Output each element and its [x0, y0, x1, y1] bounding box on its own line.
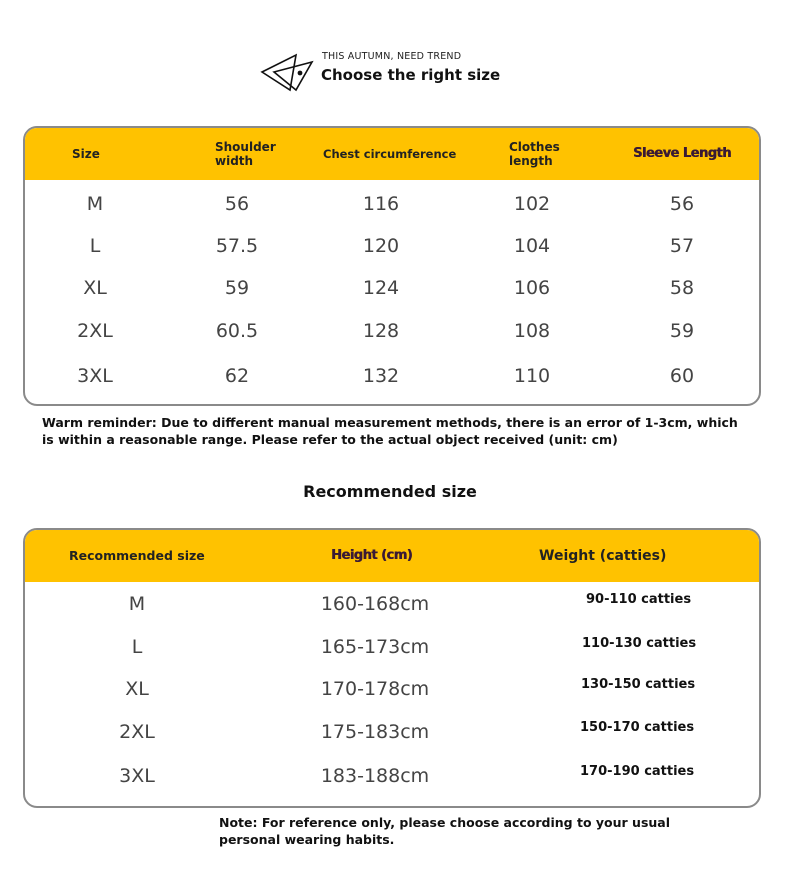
table-row — [25, 712, 759, 752]
warm-reminder-text: Warm reminder: Due to different manual measurement methods, there is an error of 1-3cm, which is within a reasonable range. Please refer to the actual object received (unit: cm) — [42, 415, 738, 447]
recommended-header-row — [25, 530, 759, 582]
table-cell: 170-178cm — [320, 678, 430, 700]
table-row — [25, 627, 759, 667]
table-cell: 165-173cm — [320, 636, 430, 658]
header-tagline: THIS AUTUMN, NEED TREND — [322, 51, 462, 62]
table-cell: 3XL — [77, 365, 113, 387]
table-cell: L — [89, 235, 101, 257]
table-cell: 150-170 catties — [580, 719, 695, 735]
table-row — [25, 226, 759, 266]
table-cell: 175-183cm — [320, 721, 430, 743]
col-chest-header: Chest circumference — [323, 147, 457, 161]
table-cell: 183-188cm — [320, 765, 430, 787]
col-recommended-size-header: Recommended size — [69, 548, 205, 563]
table-cell: 110-130 catties — [582, 635, 697, 651]
table-cell: 62 — [224, 365, 250, 387]
page-title: Choose the right size — [321, 66, 501, 84]
table-cell: 59 — [669, 320, 695, 342]
table-cell: 102 — [513, 193, 551, 215]
col-shoulder-header: Shoulder width — [215, 140, 276, 168]
table-cell: 106 — [513, 277, 551, 299]
table-cell: 2XL — [77, 320, 113, 342]
table-cell: 57 — [669, 235, 695, 257]
table-row — [25, 356, 759, 396]
paper-plane-icon — [260, 52, 318, 92]
col-sleeve-header: Sleeve Length — [633, 146, 731, 161]
table-cell: 120 — [362, 235, 400, 257]
reference-note-text: Note: For reference only, please choose according to your usual personal wearing habits. — [219, 815, 671, 847]
table-cell: L — [131, 636, 143, 658]
table-cell: 3XL — [119, 765, 155, 787]
table-row — [25, 311, 759, 351]
recommended-size-table — [23, 528, 761, 808]
table-cell: 90-110 catties — [586, 591, 692, 607]
table-cell: 60 — [669, 365, 695, 387]
page-header — [260, 48, 560, 98]
table-cell: 56 — [669, 193, 695, 215]
table-cell: 110 — [513, 365, 551, 387]
table-cell: 160-168cm — [320, 593, 430, 615]
table-row — [25, 756, 759, 796]
table-cell: 132 — [362, 365, 400, 387]
table-cell: 108 — [513, 320, 551, 342]
table-row — [25, 584, 759, 624]
table-cell: XL — [83, 277, 107, 299]
col-height-header: Height (cm) — [331, 548, 413, 563]
col-weight-header: Weight (catties) — [539, 548, 667, 564]
table-cell: 59 — [224, 277, 250, 299]
size-chart-header-row — [25, 128, 759, 180]
col-size-header: Size — [72, 147, 100, 161]
recommended-size-title-text: Recommended size — [303, 482, 477, 501]
table-cell: 170-190 catties — [580, 763, 695, 779]
table-row — [25, 669, 759, 709]
recommended-size-title — [0, 482, 790, 501]
table-cell: 57.5 — [215, 235, 259, 257]
table-cell: 2XL — [119, 721, 155, 743]
table-cell: M — [86, 193, 104, 215]
table-row — [25, 268, 759, 308]
col-length-header: Clothes length — [509, 140, 560, 168]
table-cell: 58 — [669, 277, 695, 299]
table-cell: XL — [125, 678, 149, 700]
table-cell: 128 — [362, 320, 400, 342]
table-cell: 124 — [362, 277, 400, 299]
size-chart-table — [23, 126, 761, 406]
table-cell: 116 — [362, 193, 400, 215]
table-cell: 60.5 — [215, 320, 259, 342]
table-cell: 56 — [224, 193, 250, 215]
table-cell: M — [128, 593, 146, 615]
table-cell: 104 — [513, 235, 551, 257]
table-row — [25, 184, 759, 224]
table-cell: 130-150 catties — [581, 676, 696, 692]
